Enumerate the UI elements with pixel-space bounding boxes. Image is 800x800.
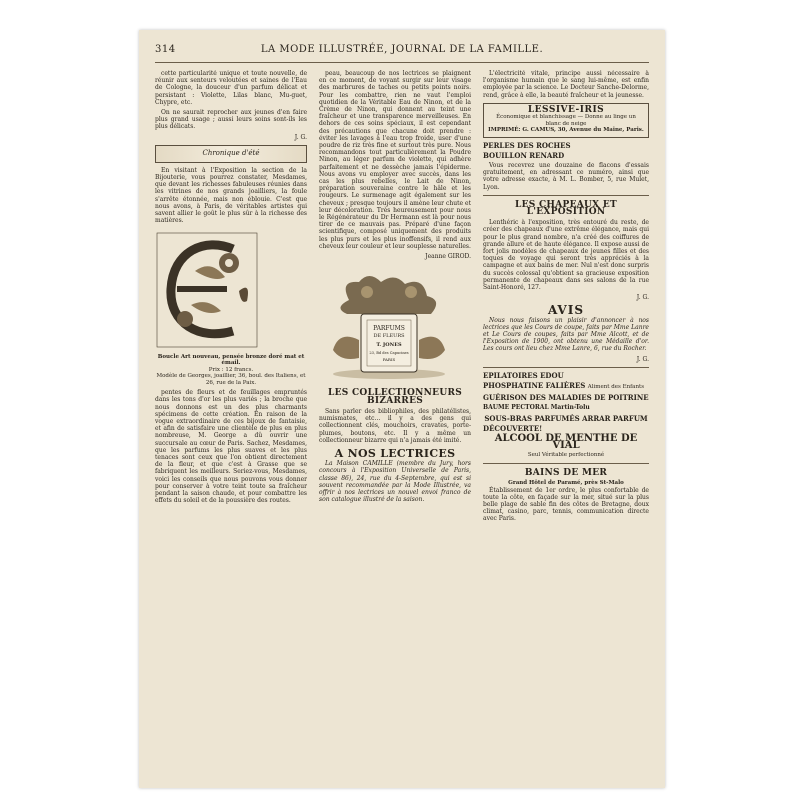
bains-subtitle: Grand Hôtel de Paramé, près St-Malo [508,480,624,487]
page-number: 314 [155,44,176,55]
caption-line-3: Modèle de Georges, joaillier, 36, boul. des Italiens, et 26, rue de la Paix. [156,373,306,386]
bains-text: Établissement de 1er ordre, le plus confortable de toute la côte, en façade sur la mer, situé sur la plus belle plage de sable fin des côtes de Bretagne, doux climat, casino, parc, tennis, communication directe avec Paris. [483,486,649,523]
lectrices-title: A NOS LECTRICES [334,446,456,460]
col3-intro: L'électricité vitale, principe aussi nécessaire à l'organisme humain que le sang lui-même, est enfin employée par la science. Le Docteur Sanche-Delorme, rend, grâce à elle, la beauté fraîcheur et la jeunesse. [483,70,649,99]
column-1 [155,70,307,770]
journal-title: LA MODE ILLUSTRÉE, JOURNAL DE LA FAMILLE. [260,44,544,55]
ad-poitrine: GUÉRISON DES MALADIES DE POITRINE [483,393,649,403]
col2-body: peau, beaucoup de nos lectrices se plaignent en ce moment, de voyant surgir sur leur visage des marbrures de taches ou petits points noirs. Pour les combattre, rien ne vaut l'emploi quotidien de la Véritable Eau de Ninon, et de la Crème de Ninon, qui donnent au teint une fraîcheur et une transparence merveilleuses. En dehors de ces soins spéciaux, il est cependant des précautions que chacune doit prendre : éviter les lavages à l'eau trop froide, user d'une poudre de riz très fine et surtout très pure. Nous recommandons tout particulièrement la Poudre Ninon, au léger parfum de violette, qui adhère parfaitement et ne dessèche jamais l'épiderme. Nous avons vu employer avec succès, dans les cas les plus rebelles, le Lait de Ninon, préparation souveraine contre le hâle et les rougeurs. Le surmenage agit également sur les cheveux ; presque toujours il amène leur chute et leur décoloration. Très heureusement pour nous le Régénérateur du Dr Hermann est là pour nous tirer de ce mauvais pas. Préparé d'une façon scientifique, composé uniquement des produits les plus purs et les plus inoffensifs, il rend aux cheveux leur couleur et leur souplesse naturelles. [319,70,471,250]
caption-line-2: Prix : 12 francs. [208,366,254,373]
col2-signature: Jeanne GIROD. [425,253,471,261]
ornamental-letter-e-illustration [155,231,259,349]
avis-text: Nous nous faisons un plaisir d'annoncer à nos lectrices que les Cours de coupe, faits par Mme Lanre et Le Cours de coupes, faits par Mme Alcott, et de l'Exposition de 1900, ont obtenu une Médaille d'or. Les cours ont lieu chez Mme Lanre, 6, rue du Rocher. [483,316,649,353]
ad-baume: BAUME PECTORAL Martin-Tolu [483,404,590,412]
ad-alcool-sub: Seul Véritable perfectionné [527,452,605,459]
ad-phosphatine-sub: Aliment des Enfants [587,384,645,390]
column-2 [319,70,471,770]
ad-lessive-line: IMPRIMÉ: G. CAMUS, 30, Avenue du Maine, Paris. [488,127,644,134]
flask-label-3: T. JONES [376,342,402,349]
lectrices-text: La Maison CAMILLE (membre du Jury, hors concours à l'Exposition Universelle de Paris, classe 86), 24, rue du 4-Septembre, qui est si souvent recommandée par la Mode Illustrée, va offrir à nos lectrices un nouvel envoi franco de son catalogue illustré de la saison. [319,460,471,504]
flask-label-1: PARFUMS [373,325,405,333]
flask-label-2: DE FLEURS [373,333,405,340]
ad-epilatoires: EPILATOIRES EDOU [483,370,564,380]
chronique-title: Chronique d'été [202,149,260,158]
chapeaux-title: LES CHAPEAUX ET L'EXPOSITION [514,199,618,217]
ad-note: Vous recevrez une douzaine de flacons d'essais gratuitement, en adressant ce numéro, ainsi que votre adresse exacte, à M. L. Bomber, 5, rue Mulet, Lyon. [483,161,649,191]
flask-label-5: PARIS [382,357,396,363]
ad-lessive-head: LESSIVE-IRIS [527,104,605,115]
ad-bouillon: BOUILLON RENARD [483,150,565,160]
perfume-flask-illustration [319,270,459,380]
avis-signature: J. G. [636,355,649,363]
divider [483,195,649,196]
chapeaux-signature: J. G. [636,294,649,302]
column-3 [483,70,649,770]
col1-signature: J. G. [294,133,307,141]
magazine-page [139,30,665,788]
ad-decouverte: DÉCOUVERTE! [483,423,543,433]
ad-lessive-sub: Économique et blanchissage — Donne au linge un blanc de neige [496,114,636,127]
ad-arrar: SOUS-BRAS PARFUMÉS ARRAR PARFUM [484,413,648,423]
col1-body: pentes de fleurs et de feuillages empruntés dans les tons d'or les plus variés ; la broche que nous donnons est un des plus charmants spécimens de cette création. En raison de la vogue extraordinaire de ces bijoux de fantaisie, et afin de satisfaire une clientèle de plus en plus nombreuse, M. George a dû ouvrir une succursale au cœur de Paris. Sachez, Mesdames, que les parfums les plus suaves et les plus tenaces sont ceux que l'on obtient directement de la fleur, et que c'est à Grasse que se fabriquent les meilleurs. Seriez-vous, Mesdames, voici les conseils que nous pouvons vous donner pour conserver à votre teint toute sa fraîcheur pendant la saison chaude, et pour combattre les effets du soleil et de la poussière des routes. [155,389,307,505]
ad-perles: PERLES DES ROCHES [483,140,571,150]
chronique-text: En visitant à l'Exposition la section de la Bijouterie, vous pourrez constater, Mesdames, que devant les richesses fabuleuses réunies dans les vitrines de nos grands joailliers, la foule s'arrête étonnée, mais non éblouie. C'est que nous avons, à Paris, de véritables artistes qui savent allier le goût le plus sûr à la richesse des matières. [155,166,307,225]
ad-phosphatine [483,382,649,391]
divider [483,367,649,368]
ad-alcool: ALCOOL DE MENTHE DE VIAL [494,433,638,452]
ad-phosphatine-name: PHOSPHATINE FALIÈRES [483,381,586,390]
ad-lessive-iris [483,103,649,138]
flask-label-4: 23, Bd des Capucines [369,351,409,356]
collectionneurs-text: Sans parler des bibliophiles, des philatélistes, numismates, etc... il y a des gens qui collectionnent clés, mouchoirs, cravates, porte-plumes, boutons, etc. Il y a même un collectionneur bizarre qui n'a jamais été imité. [319,407,471,444]
avis-title: AVIS [547,303,585,318]
chapeaux-text: Lenthéric à l'exposition, très entouré du reste, de créer des chapeaux d'une extrême élégance, mais qui pour le plus grand nombre, n'a créé des coiffures de grande allure et de haute élégance. Il expose aussi de fort jolis modèles de chapeaux de jeunes filles et des toques de voyage qui seront très appréciés à la campagne et aux bains de mer. Nul n'est donc surpris du succès colossal qu'obtient sa gracieuse exposition permanente de chapeaux dans ses salons de la rue Saint-Honoré, 127. [483,219,649,291]
caption-line-1: Boucle Art nouveau, pensée bronze doré mat et émail. [157,353,305,367]
divider [483,463,649,464]
page-header [155,44,649,60]
col1-intro2: On ne saurait reprocher aux jeunes d'en faire plus grand usage ; aussi leurs soins sont-ils les plus délicats. [155,109,307,131]
figure-caption [155,354,307,387]
collectionneurs-title: LES COLLECTIONNEURS BIZARRES [327,388,463,406]
bains-title: BAINS DE MER [524,467,608,478]
header-rule [155,62,649,63]
col1-intro: cette particularité unique et toute nouvelle, de réunir aux senteurs veloutées et saines de l'Eau de Cologne, la douceur d'un parfum délicat et persistant : Violette, Lilas blanc, Mu-guet, Chypre, etc. [155,70,307,106]
chronique-banner [155,145,307,163]
